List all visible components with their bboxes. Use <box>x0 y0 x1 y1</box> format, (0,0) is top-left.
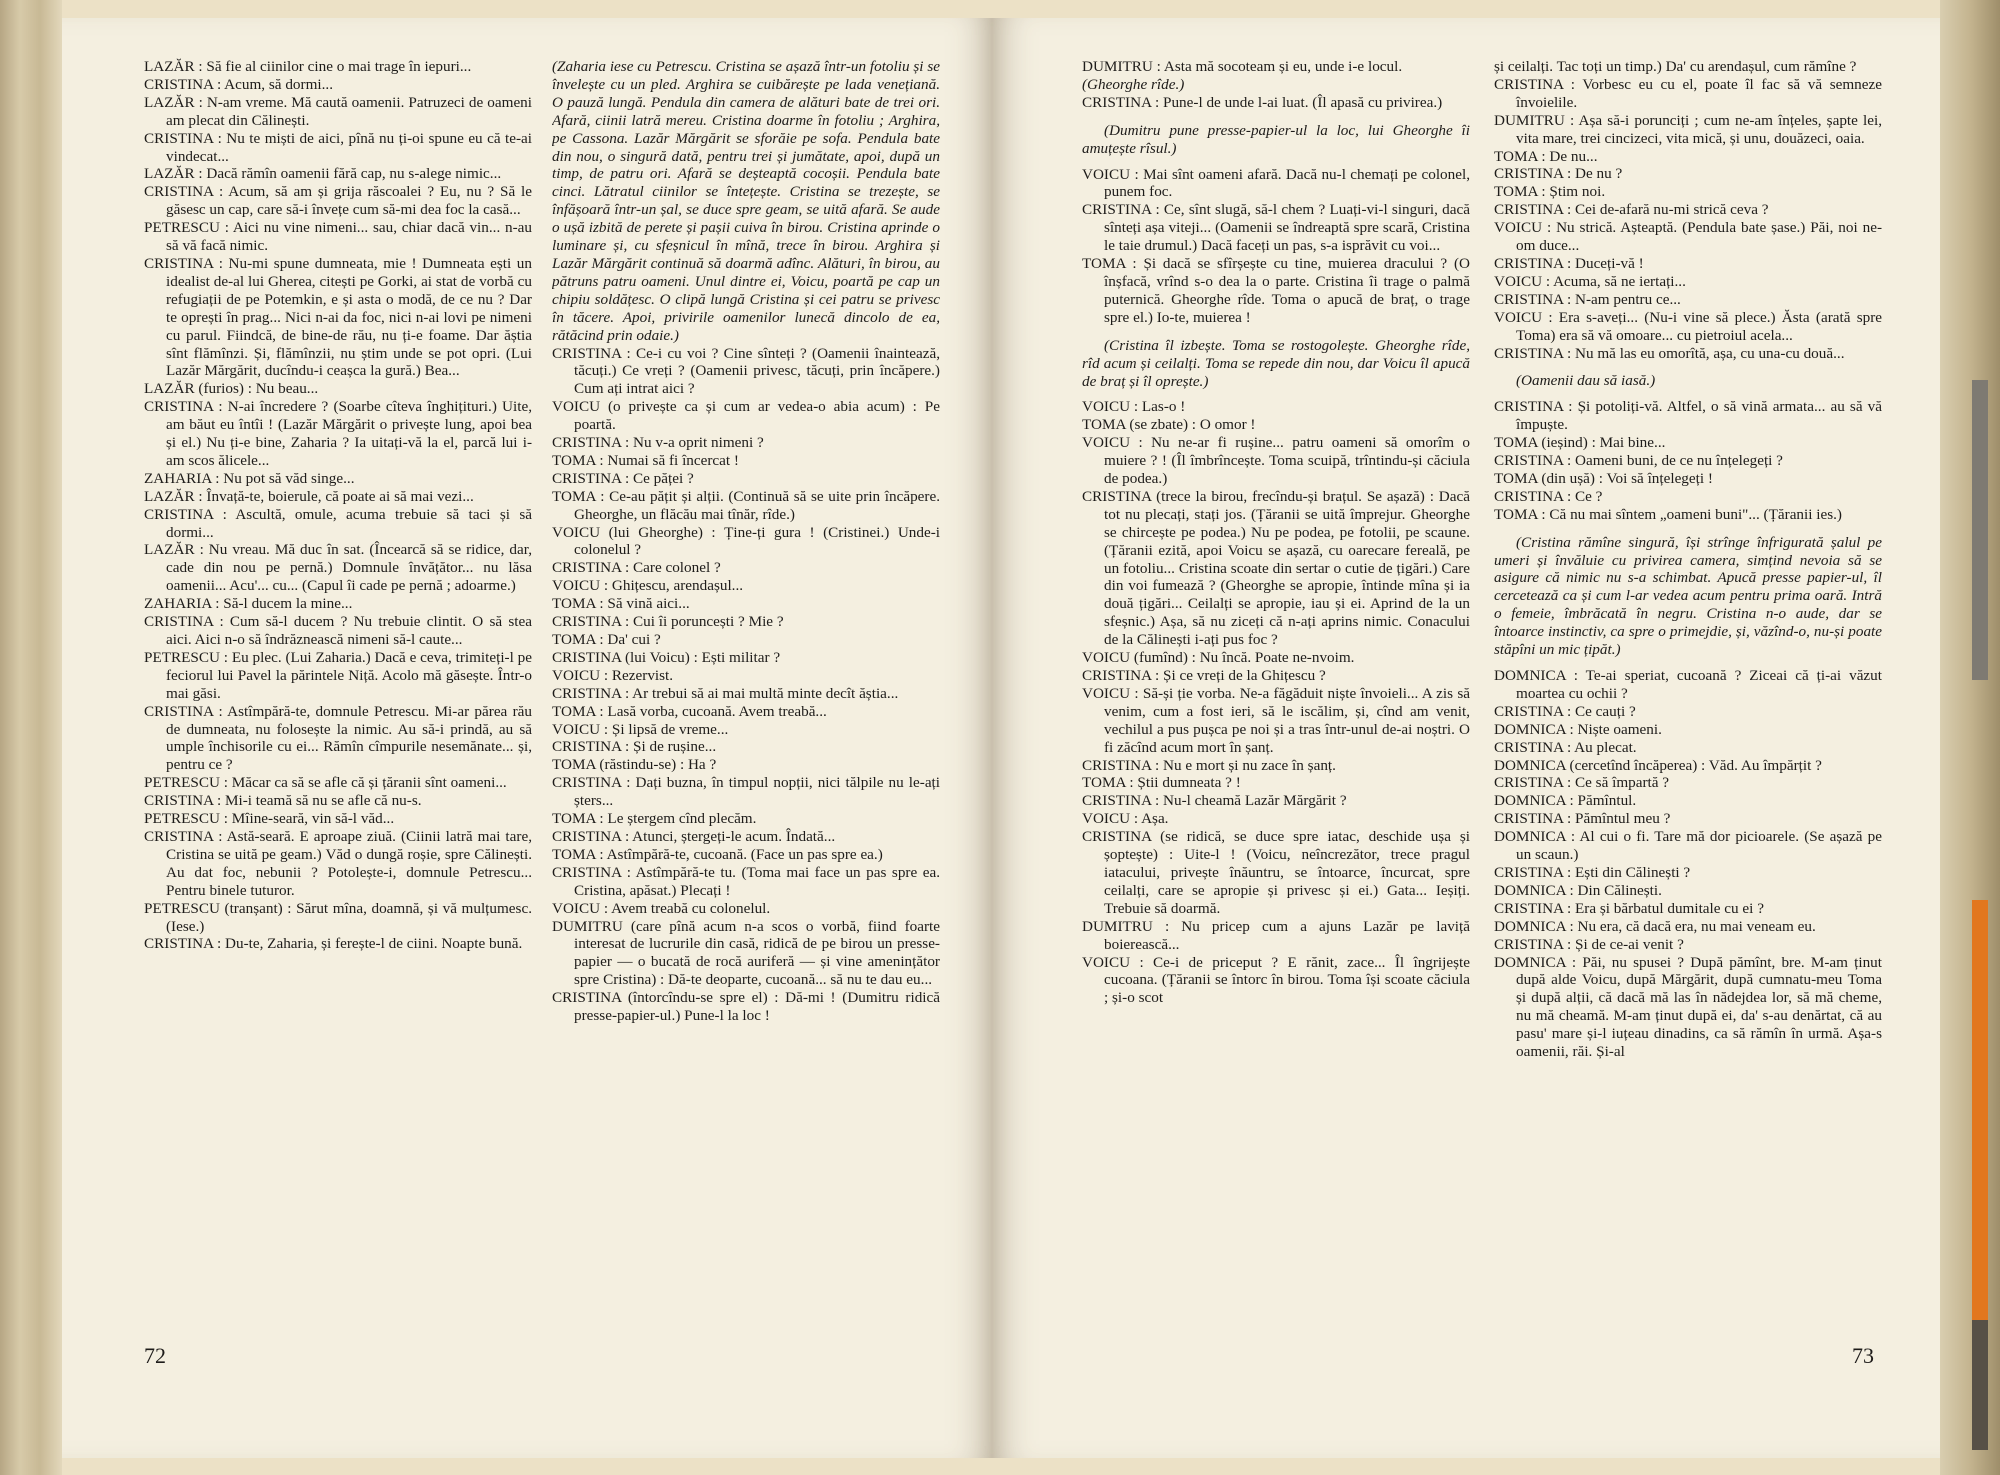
page-number-right: 73 <box>1852 1343 1874 1368</box>
left-column-2 <box>552 58 940 1318</box>
dialogue-line: CRISTINA : Ce să împartă ? <box>1494 774 1670 792</box>
dialogue-line: CRISTINA : Oameni buni, de ce nu înțelegeți ? <box>1494 452 1783 470</box>
dialogue-line: VOICU (fumînd) : Nu încă. Poate ne-nvoim. <box>1082 649 1355 667</box>
dialogue-line: CRISTINA : Nu-l cheamă Lazăr Mărgărit ? <box>1082 792 1347 810</box>
left-page <box>62 18 992 1458</box>
dialogue-line: PETRESCU (tranșant) : Sărut mîna, doamnă, și vă mulțumesc. (Iese.) <box>144 899 532 935</box>
page-number-left: 72 <box>144 1343 166 1368</box>
dialogue-line: CRISTINA (trece la birou, frecîndu-și brațul. Se așază) : Dacă tot nu plecați, stați jos. (Țăranii se uită împrejur. Gheorghe se chircește pe podea.) Nu pe podea, pe fotolii, pe scaune. (Țăranii ezită, apoi Voicu se așază, cu oarecare fereală, pe un fotoliu... Cristina scoate din sertar o cutie de țigări.) Care din voi fumează ? (Gheorghe se apropie, întinde mîna și ia două țigări... Ceilalți se apropie, iau și ei. Aprind de la un sfeșnic.) Așa, să nu ziceți că n-ați aprins nimic. Conacului de la Călinești i-ați pus foc ? <box>1082 487 1470 649</box>
dialogue-line: TOMA : Lasă vorba, cucoană. Avem treabă... <box>552 702 827 720</box>
dialogue-line: LAZĂR : Dacă rămîn oamenii fără cap, nu s-alege nimic... <box>144 165 502 183</box>
dialogue-line: CRISTINA : Pămîntul meu ? <box>1494 810 1671 828</box>
dialogue-line: VOICU : Avem treabă cu colonelul. <box>552 899 771 917</box>
dialogue-line: CRISTINA : Pune-l de unde l-ai luat. (Îl apasă cu privirea.) <box>1082 93 1443 111</box>
dialogue-line: LAZĂR (furios) : Nu beau... <box>144 380 319 398</box>
dialogue-line: DOMNICA : Niște oameni. <box>1494 720 1662 738</box>
dialogue-line: CRISTINA : Nu-mi spune dumneata, mie ! Dumneata ești un idealist de-al lui Gherea, citești pe Gorki, ai stat de vorbă cu refugiații de pe Potemkin, e și asta o modă, de ce nu ? Dar te oprești în prag... Nici n-ai da foc, nici n-ai lovi pe nimeni cu parul. Fiindcă, de bine-de rău, nu ți-e foame. Dar ăștia sînt flămînzi. Și, flămînzii, nu știm unde se pot opri. (Lui Lazăr Mărgărit, ducîndu-i ceașca la gură.) Bea... <box>144 254 532 380</box>
dialogue-line: CRISTINA : Cum să-l ducem ? Nu trebuie clintit. O să stea aici. Aici n-o să îndrăznească nimeni să-l caute... <box>144 613 532 648</box>
page-tab-gray <box>1972 380 1988 680</box>
stage-direction: (Cristina rămîne singură, își strînge înfrigurată șalul pe umeri și învăluie cu privirea camera, simțind nevoia să se asigure că nimic nu s-a schimbat. Apucă presse papier-ul, îl cercetează ca și cum l-ar vedea acum pentru prima oară. Intră o femeie, îmbrăcată în negru. Cristina n-o aude, dar se întoarce instinctiv, ca spre o primejdie, și, văzînd-o, nu-și poate stăpîni un mic țipăt.) <box>1494 533 1882 659</box>
dialogue-line: TOMA (răstindu-se) : Ha ? <box>552 756 717 774</box>
dialogue-line: TOMA : Că nu mai sîntem „oameni buni"... (Țăranii ies.) <box>1494 505 1842 523</box>
dialogue-line: PETRESCU : Mîine-seară, vin să-l văd... <box>144 810 395 828</box>
dialogue-line: CRISTINA : Du-te, Zaharia, și ferește-l de ciini. Noapte bună. <box>144 935 523 953</box>
stage-direction: (Oamenii dau să iasă.) <box>1516 372 1656 390</box>
stage-direction: (Cristina îl izbește. Toma se rostogolește. Gheorghe rîde, rîd acum și ceilalți. Toma se repede din nou, dar Voicu îl apucă de braț și îl oprește.) <box>1082 336 1470 390</box>
dialogue-line: ZAHARIA : Să-l ducem la mine... <box>144 595 353 613</box>
dialogue-line: CRISTINA : De nu ? <box>1494 165 1623 183</box>
dialogue-line: CRISTINA : Duceți-vă ! <box>1494 254 1644 272</box>
dialogue-line: DUMITRU : Așa să-i porunciți ; cum ne-am înțeles, șapte lei, vita mare, trei cincizeci, vita mică, și unu, douăzeci, oaia. <box>1494 111 1882 147</box>
dialogue-line: DUMITRU : Asta mă socoteam și eu, unde i-e locul. <box>1082 58 1403 75</box>
dialogue-line: CRISTINA : Ești din Călinești ? <box>1494 863 1691 881</box>
dialogue-line: CRISTINA : Ce cauți ? <box>1494 702 1636 720</box>
dialogue-line: CRISTINA : Au plecat. <box>1494 738 1637 756</box>
dialogue-line: TOMA : Numai să fi încercat ! <box>552 451 739 469</box>
stage-direction: (Zaharia iese cu Petrescu. Cristina se așază într-un fotoliu și se învelește cu un pled. Arghira se cuibărește pe lada venețiană. O pauză lungă. Pendula din camera de alături bate de trei ori. Afară, ciinii latră mereu. Cristina doarme în fotoliu ; Arghira, pe Cassona. Lazăr Mărgărit se sforăie pe sofa. Pendula bate din nou, o singură dată, pentru trei și jumătate, apoi, după un timp, de patru ori. Afară se deșteaptă cocoșii. Pendula bate cinci. Lătratul ciinilor se întețește. Cristina se trezește, se înfășoară într-un șal, se duce spre geam, se uită afară. Se aude o ușă izbită de perete și pașii cuiva în birou. Cristina aprinde o luminare și, cu sfeșnicul în mînă, trece în birou. Arghira și Lazăr Mărgărit continuă să doarmă adînc. Alături, în birou, au pătruns patru oameni. Unul dintre ei, Voicu, poartă pe cap un chipiu soldățesc. O clipă lungă Cristina și cei patru se privesc în tăcere. Apoi, privirile oamenilor lunecă dincolo de ea, rătăcind prin odaie.) <box>552 58 940 344</box>
dialogue-line: TOMA : Le ștergem cînd plecăm. <box>552 810 757 828</box>
dialogue-line: ZAHARIA : Nu pot să văd singe... <box>144 469 355 487</box>
dialogue-line: VOICU : Las-o ! <box>1082 398 1186 416</box>
dialogue-line: LAZĂR : N-am vreme. Mă caută oamenii. Patruzeci de oameni am plecat din Călinești. <box>144 93 532 129</box>
dialogue-line: DOMNICA : Păi, nu spusei ? După pămînt, bre. M-am ținut după alde Voicu, după Mărgărit, după cumnatu-meu Toma și după alții, că dacă mă las în nădejdea lor, să mă cheme, nu mă cheamă. M-am ținut după ei, da' s-au denărtat, că au pasu' mare și-l iuțeau dinadins, ca să rămîn în urmă. Așa-s oamenii, răi. Și-al <box>1494 953 1882 1061</box>
right-column-2 <box>1494 58 1882 1318</box>
dialogue-line: TOMA : De nu... <box>1494 147 1598 165</box>
dialogue-line: CRISTINA : Și ce vreți de la Ghițescu ? <box>1082 667 1326 684</box>
dialogue-line: CRISTINA : Cei de-afară nu-mi strică ceva ? <box>1494 201 1769 219</box>
dialogue-line: DUMITRU : Nu pricep cum a ajuns Lazăr pe laviță boierească... <box>1082 917 1470 953</box>
dialogue-line: CRISTINA : Dați buzna, în timpul nopții, nici tălpile nu le-ați șters... <box>552 774 940 810</box>
dialogue-line: DUMITRU (care pînă acum n-a scos o vorbă, fiind foarte interesat de lucrurile din casă, ridică de pe birou un presse-papier — o bucată de rocă auriferă — și vine amenințător spre Cristina) : Dă-te deoparte, cucoană... să nu te dau eu... <box>552 917 940 989</box>
dialogue-line: CRISTINA : Vorbesc eu cu el, poate îl fac să vă semneze învoielile. <box>1494 75 1882 111</box>
dialogue-line: CRISTINA : Care colonel ? <box>552 559 721 577</box>
dialogue-line: PETRESCU : Măcar ca să se afle că și țăranii sînt oameni... <box>144 774 507 792</box>
dialogue-line: VOICU : Ce-i de priceput ? E rănit, zace... Îl îngrijește cucoana. (Țăranii se întorc în birou. Toma își scoate căciula ; și-o scot <box>1082 953 1470 1007</box>
dialogue-line: CRISTINA (se ridică, se duce spre iatac, deschide ușa și șoptește) : Uite-l ! (Voicu, neîncrezător, trece pragul iatacului, privește înăuntru, se întoarce, încurcat, spre ceilalți, care se apropie și privesc și ei.) Gata... Ieșiți. Trebuie să doarmă. <box>1082 828 1470 917</box>
dialogue-line: TOMA (se zbate) : O omor ! <box>1082 416 1256 434</box>
dialogue-line: CRISTINA : Acum, să am și grija răscoalei ? Eu, nu ? Să le găsesc un cap, care să-i învețe cum să-mi dea foc la casă... <box>144 183 532 219</box>
dialogue-line: VOICU : Mai sînt oameni afară. Dacă nu-l chemați pe colonel, punem foc. <box>1082 165 1470 201</box>
dialogue-line: PETRESCU : Eu plec. (Lui Zaharia.) Dacă e ceva, trimiteți-l pe feciorul lui Pavel la părintele Niță. Acolo mă găsește. Într-o mai găsi. <box>144 648 532 702</box>
dialogue-line: CRISTINA : Nu v-a oprit nimeni ? <box>552 434 764 452</box>
dialogue-line: CRISTINA : Ce păței ? <box>552 469 694 487</box>
dialogue-line: CRISTINA : Astîmpără-te tu. (Toma mai face un pas spre ea. Cristina, apăsat.) Plecați ! <box>552 863 940 899</box>
dialogue-line: VOICU : Să-și ție vorba. Ne-a făgăduit niște învoieli... A zis să venim, cum a fost ieri, să le iscălim, și, cînd am venit, vechilul a pus pușca pe noi și a tras într-unul de-ai noștri. O fi zăcînd acum mort în șanț. <box>1082 684 1470 756</box>
dialogue-line: TOMA : Știi dumneata ? ! <box>1082 774 1241 792</box>
dialogue-line: TOMA (din ușă) : Voi să înțelegeți ! <box>1494 469 1713 487</box>
dialogue-line: LAZĂR : Nu vreau. Mă duc în sat. (Încearcă să se ridice, dar, cade din nou pe pernă.) Domnule învățător... nu lăsa oamenii... Acu'... cu... (Capul îi cade pe pernă ; adoarme.) <box>144 541 532 595</box>
dialogue-line: VOICU : Era s-aveți... (Nu-i vine să plece.) Ăsta (arată spre Toma) era să vă omoare... cu pietroiul acela... <box>1494 308 1882 344</box>
dialogue-line: DOMNICA : Al cui o fi. Tare mă dor picioarele. (Se așază pe un scaun.) <box>1494 828 1882 864</box>
dialogue-line: CRISTINA : Și de ce-ai venit ? <box>1494 935 1684 953</box>
dialogue-line: LAZĂR : Învață-te, boierule, că poate ai să mai vezi... <box>144 487 474 505</box>
dialogue-line: CRISTINA : Nu te miști de aici, pînă nu ți-oi spune eu că te-ai vindecat... <box>144 129 532 165</box>
dialogue-line: VOICU (lui Gheorghe) : Ține-ți gura ! (Cristinei.) Unde-i colonelul ? <box>552 523 940 559</box>
dialogue-line: TOMA : Să vină aici... <box>552 595 690 613</box>
dialogue-line: DOMNICA : Nu era, că dacă era, nu mai veneam eu. <box>1494 917 1816 935</box>
dialogue-line: CRISTINA : Atunci, ștergeți-le acum. Îndată... <box>552 827 836 845</box>
dialogue-line: CRISTINA (lui Voicu) : Ești militar ? <box>552 648 781 666</box>
page-tab-dark <box>1972 1320 1988 1450</box>
dialogue-line: DOMNICA : Te-ai speriat, cucoană ? Ziceai că ți-ai văzut moartea cu ochii ? <box>1494 667 1882 702</box>
dialogue-line: DOMNICA (cercetînd încăperea) : Văd. Au împărțit ? <box>1494 756 1822 774</box>
dialogue-line: CRISTINA : Astîmpără-te, domnule Petrescu. Mi-ar părea rău de dumneata, nu folosește la nimic. Au să-i prindă, au să umple închisorile cu ei... Rămîn cîmpurile nesemănate... și, pentru ce ? <box>144 702 532 774</box>
dialogue-line: VOICU : Acuma, să ne iertați... <box>1494 272 1686 290</box>
dialogue-line: DOMNICA : Din Călinești. <box>1494 881 1662 899</box>
dialogue-line: VOICU (o privește ca și cum ar vedea-o abia acum) : Pe poartă. <box>552 398 940 434</box>
dialogue-line: CRISTINA : Ce, sînt slugă, să-l chem ? Luați-vi-l singuri, dacă sînteți așa viteji... (Oamenii se îndreaptă spre scară, Cristina le taie drumul.) Dacă faceți un pas, s-a isprăvit cu voi... <box>1082 201 1470 255</box>
dialogue-line: CRISTINA : Și potoliți-vă. Altfel, o să vină armata... au să vă împuște. <box>1494 398 1882 434</box>
dialogue-line: TOMA : Astîmpără-te, cucoană. (Face un pas spre ea.) <box>552 845 883 863</box>
dialogue-line: CRISTINA : Mi-i teamă să nu se afle că nu-s. <box>144 792 422 810</box>
dialogue-line: VOICU : Și lipsă de vreme... <box>552 720 729 738</box>
dialogue-line: TOMA : Ce-au pățit și alții. (Continuă să se uite prin încăpere. Gheorghe, un flăcău mai tînăr, rîde.) <box>552 487 940 523</box>
dialogue-line: CRISTINA : Ar trebui să ai mai multă minte decît ăștia... <box>552 684 899 702</box>
dialogue-line: TOMA : Știm noi. <box>1494 183 1606 201</box>
dialogue-line: DOMNICA : Pămîntul. <box>1494 792 1637 810</box>
dialogue-line: CRISTINA : N-ai încredere ? (Soarbe cîteva înghițituri.) Uite, am băut eu întîi ! (Lazăr Mărgărit o privește lung, apoi bea și el.) Nu ți-e bine, Zaharia ? Ia uitați-vă la el, parcă lui i-am scos ălicele... <box>144 398 532 469</box>
dialogue-line: CRISTINA : Cui îi poruncești ? Mie ? <box>552 613 784 631</box>
book-edge-left <box>0 0 62 1475</box>
left-column-1 <box>144 58 532 1318</box>
dialogue-line: TOMA (ieșind) : Mai bine... <box>1494 434 1666 452</box>
dialogue-line: CRISTINA (întorcîndu-se spre el) : Dă-mi ! (Dumitru ridică presse-papier-ul.) Pune-l la loc ! <box>552 989 940 1025</box>
dialogue-line: LAZĂR : Să fie al ciinilor cine o mai trage în iepuri... <box>144 58 472 75</box>
dialogue-line: și ceilalți. Tac toți un timp.) Da' cu arendașul, cum rămîne ? <box>1494 58 1857 75</box>
dialogue-line: VOICU : Rezervist. <box>552 666 674 684</box>
dialogue-line: PETRESCU : Aici nu vine nimeni... sau, chiar dacă vin... n-au să vă facă nimic. <box>144 219 532 255</box>
book-edge-right <box>1940 0 2000 1475</box>
dialogue-line: TOMA : Și dacă se sfîrșește cu tine, muierea dracului ? (O înșfacă, vrînd s-o dea la o parte. Cristina îi trage o palmă puternică. Gheorghe rîde. Toma o apucă de braț, o trage spre el.) Io-te, muierea ! <box>1082 255 1470 326</box>
stage-direction: (Dumitru pune presse-papier-ul la loc, lui Gheorghe îi amuțește rîsul.) <box>1082 121 1470 157</box>
right-page <box>992 18 1940 1458</box>
dialogue-line: VOICU : Nu ne-ar fi rușine... patru oameni să omorîm o muiere ? ! (Îl îmbrîncește. Toma scuipă, trîntindu-și căciula de podea.) <box>1082 434 1470 488</box>
dialogue-line: CRISTINA : Era și bărbatul dumitale cu ei ? <box>1494 899 1764 917</box>
dialogue-line: CRISTINA : Ce-i cu voi ? Cine sînteți ? (Oamenii înaintează, tăcuți.) Ce vreți ? (Oamenii privesc, tăcuți, prin încăpere.) Cum ați intrat aici ? <box>552 344 940 398</box>
dialogue-line: CRISTINA : Ce ? <box>1494 487 1603 505</box>
dialogue-line: CRISTINA : N-am pentru ce... <box>1494 290 1681 308</box>
dialogue-line: TOMA : Da' cui ? <box>552 631 661 648</box>
dialogue-line: CRISTINA : Ascultă, omule, acuma trebuie să taci și să dormi... <box>144 505 532 541</box>
dialogue-line: VOICU : Nu strică. Așteaptă. (Pendula bate șase.) Păi, noi ne-om duce... <box>1494 219 1882 255</box>
dialogue-line: CRISTINA : Astă-seară. E aproape ziuă. (Ciinii latră mai tare, Cristina se uită pe geam.) Văd o dungă roșie, spre Călinești. Au dat foc, nebunii ? Potolește-i, domnule Petrescu... Pentru binele tuturor. <box>144 827 532 899</box>
right-column-1 <box>1082 58 1470 1318</box>
dialogue-line: CRISTINA : Acum, să dormi... <box>144 75 333 93</box>
stage-direction: (Gheorghe rîde.) <box>1082 75 1185 93</box>
dialogue-line: VOICU : Ghițescu, arendașul... <box>552 577 744 595</box>
dialogue-line: VOICU : Așa. <box>1082 810 1169 828</box>
page-tab-orange <box>1972 900 1988 1320</box>
dialogue-line: CRISTINA : Nu e mort și nu zace în șanț. <box>1082 756 1336 774</box>
dialogue-line: CRISTINA : Și de rușine... <box>552 738 717 756</box>
dialogue-line: CRISTINA : Nu mă las eu omorîtă, așa, cu una-cu două... <box>1494 344 1845 362</box>
